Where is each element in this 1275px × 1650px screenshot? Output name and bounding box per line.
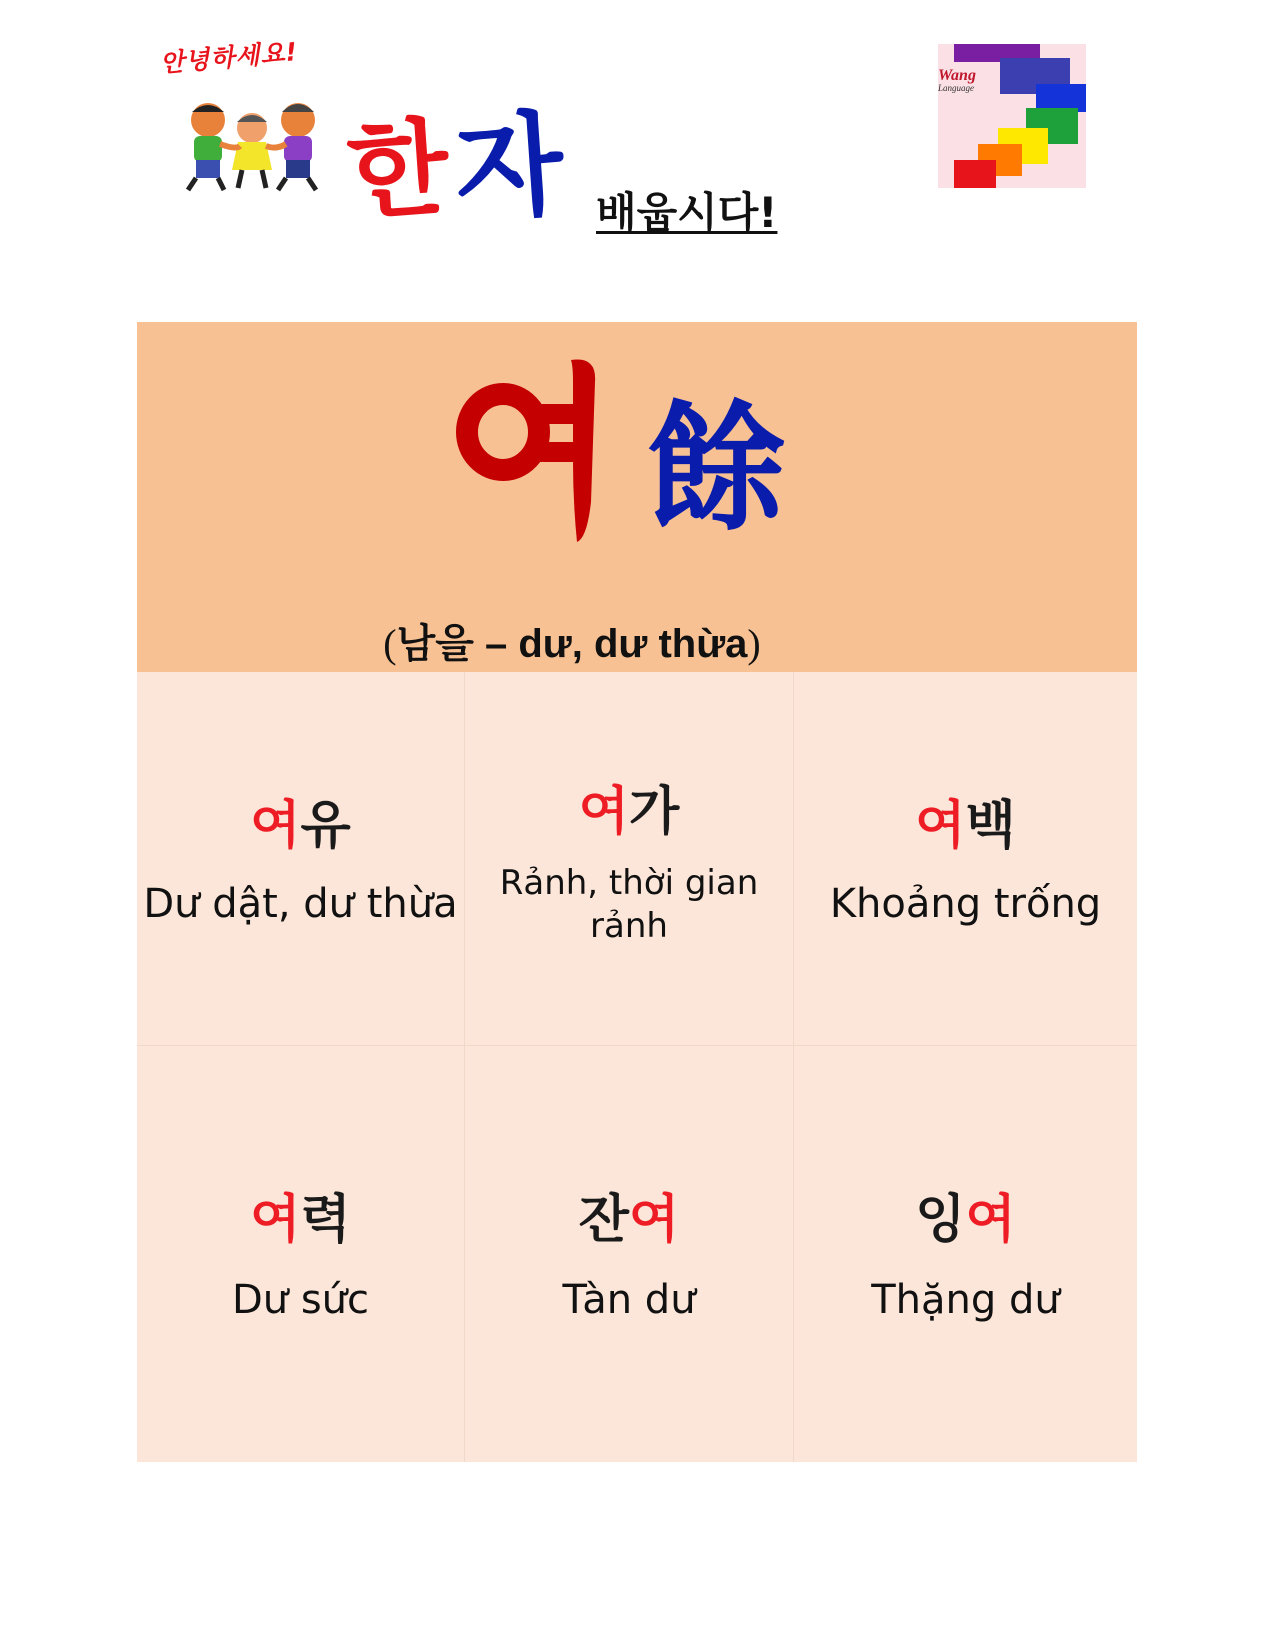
word-definition: Khoảng trống — [829, 881, 1102, 927]
word-rest: 가 — [629, 782, 680, 842]
word-definition: Tàn dư — [562, 1277, 696, 1323]
word-rest: 력 — [300, 1190, 351, 1250]
character-meaning — [137, 612, 1007, 669]
meaning-open-paren: ( — [383, 621, 397, 666]
word-card — [465, 672, 794, 1046]
word-korean — [465, 1190, 793, 1250]
word-prefix: 잉 — [915, 1190, 966, 1250]
word-korean — [794, 796, 1137, 856]
word-rest: 유 — [300, 796, 351, 856]
word-card — [794, 672, 1137, 1046]
word-highlight: 여 — [915, 796, 966, 856]
greeting-text: 안녕하세요! — [158, 37, 300, 78]
wang-language-logo — [938, 44, 1086, 188]
word-definition: Thặng dư — [871, 1277, 1060, 1323]
logo-text: Wang — [938, 67, 976, 84]
word-card — [137, 1046, 465, 1462]
word-korean — [465, 782, 793, 842]
word-definition: Dư dật, dư thừa — [143, 881, 458, 927]
logo-blocks — [938, 44, 1086, 188]
word-highlight: 여 — [578, 782, 629, 842]
children-illustration — [180, 98, 330, 198]
logo-wordmark — [938, 68, 998, 93]
word-highlight: 여 — [965, 1190, 1016, 1250]
word-definition: Dư sức — [231, 1277, 370, 1323]
main-hangul-character — [455, 352, 605, 542]
meaning-text: 남을 – dư, dư thừa — [396, 622, 748, 666]
word-korean — [794, 1190, 1137, 1250]
word-highlight: 여 — [250, 796, 301, 856]
meaning-close-paren: ) — [747, 621, 761, 666]
title-han: 한 — [343, 105, 453, 235]
word-prefix: 잔 — [578, 1190, 629, 1250]
word-highlight: 여 — [629, 1190, 680, 1250]
main-character-panel — [137, 322, 1137, 672]
main-hanja-character: 餘 — [647, 388, 788, 551]
word-card — [137, 672, 465, 1046]
title-ja: 자 — [450, 99, 568, 237]
word-definition: Rảnh, thời gian rảnh — [499, 863, 759, 946]
vocabulary-grid — [137, 672, 1137, 1462]
word-card — [794, 1046, 1137, 1462]
title-subtitle: 배웁시다! — [596, 188, 778, 237]
word-korean — [137, 1190, 464, 1250]
word-highlight: 여 — [250, 1190, 301, 1250]
word-rest: 백 — [965, 796, 1016, 856]
word-card — [465, 1046, 794, 1462]
logo-subtext: Language — [938, 83, 974, 93]
word-korean — [137, 796, 464, 856]
